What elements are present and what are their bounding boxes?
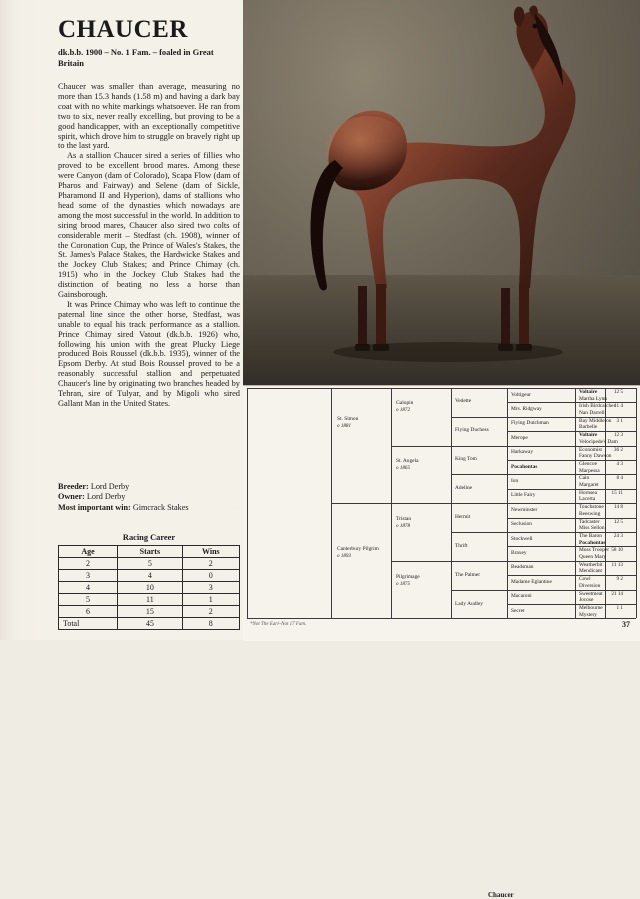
article-paragraph: It was Prince Chimay who was left to continue the paternal line since the other horse, Stedfast, was unable to equal his track performance as a stallion. Prince Chimay sired Vatout (dk.b.b. 1926) who, following his union with the great Plucky Liege produced Bois Roussel (dk.b.b. 1935), winner of the Epsom Derby. At stud Bois Roussel proved to be a reasonably successful stallion and perpetuated Chaucer's line by originating two branches headed by Tehran, sire of Tulyar, and by Migoli who sired Gallant Man in the United States.: [58, 299, 240, 408]
pedigree-gen5-cell: Bay Middleton Barbelle: [579, 417, 612, 431]
most-important-win-label: Most important win:: [58, 502, 131, 512]
pedigree-gen4-cell: Flying Dutchman: [511, 420, 549, 427]
pedigree-gen5-cell: Touchstone Beeswing: [579, 504, 604, 517]
table-row: [59, 582, 240, 594]
pedigree-gen3-cell: King Tom: [455, 456, 477, 462]
pedigree-family-numbers: 15 11: [611, 489, 623, 496]
cell-wins: 2: [182, 606, 239, 618]
cell-age: 3: [59, 570, 118, 582]
pedigree-gen5-cell: Moss Trooper Queen Mary: [579, 547, 610, 560]
racing-career-table: [58, 545, 240, 630]
pedigree-gen4-cell: Ion: [511, 478, 519, 484]
column-header-wins: Wins: [182, 546, 239, 558]
cell-total-wins: 8: [182, 618, 239, 630]
pedigree-gen5-cell: Melbourne Mystery: [579, 605, 603, 618]
cell-starts: 11: [118, 594, 183, 606]
owner-value: Lord Derby: [86, 492, 126, 502]
pedigree-family-numbers: 12 3: [613, 432, 623, 439]
horse-foreleg: [519, 284, 529, 346]
pedigree-gen3-cell: Hermit: [455, 514, 471, 520]
pedigree-gen3-cell: Thrift: [455, 543, 468, 549]
pedigree-gen5-cell: Economist Fanny Dawson: [579, 446, 612, 460]
table-row: [59, 558, 240, 570]
pedigree-gen2-cell: Galopin o 1872: [396, 400, 414, 413]
cell-total-starts: 45: [118, 618, 183, 630]
pedigree-gen5-cell: Weatherbit Mendicant: [579, 561, 603, 575]
owner-label: Owner:: [58, 492, 85, 502]
most-important-win-value: Gimcrack Stakes: [132, 502, 189, 512]
pedigree-family-numbers: 24 3: [613, 533, 623, 539]
pedigree-gen5-cell: Glencoe Marpessa: [579, 461, 600, 474]
pedigree-family-numbers: 58 10: [611, 547, 623, 554]
article-paragraph: As a stallion Chaucer sired a series of fillies who proved to be excellent brood mares. Among these were Canyon (dam of Colorado), Scapa Flow (dam of Pharos and Fairway) and Selene (dam of Sickle, Pharamond II and Hyperion), dams of stallions who head some of the dynasties which nowadays are among the most successful in the world. In addition to siring brood mares, Chaucer also sired two colts of considerable merit – Stedfast (ch. 1908), winner of the Coronation Cup, the Prince of Wales's Stakes, the St. James's Palace Stakes, the Hardwicke Stakes and the Jockey Club Stakes; and Prince Chimay (ch. 1915) who in the Jockey Club Stakes had the distinction of beating no less a horse than Gainsborough.: [58, 151, 240, 300]
pedigree-family-numbers: 21 14: [611, 590, 623, 597]
horse-highlight: [326, 116, 410, 184]
pedigree-family-numbers: 11 4: [614, 403, 623, 410]
pedigree-gen4-cell: Seclusion: [511, 521, 532, 528]
pedigree-gen5-cell: Tadcaster Miss Sellon: [579, 518, 605, 532]
pedigree-gen3-cell: Vedette: [455, 398, 472, 404]
pedigree-family-numbers: 36 2: [613, 446, 623, 453]
pedigree-gen3-cell: The Palmer: [455, 572, 480, 578]
pedigree-family-numbers: 1 1: [616, 605, 623, 611]
pedigree-family-numbers: 12 5: [613, 389, 623, 395]
pedigree-gen5-cell: Voltaire Velocipede's Dam: [579, 432, 618, 445]
table-header-row: [59, 546, 240, 558]
pedigree-gen4-cell: Merope: [511, 434, 528, 441]
pedigree-gen4-cell: Beadsman: [511, 564, 534, 571]
pedigree-gen1-sire: St. Simon o 1881: [337, 416, 359, 429]
table-row: [59, 570, 240, 582]
pedigree-footnote: *Not The Earl–Not 17 Fam.: [250, 622, 307, 627]
pedigree-family-numbers: 11 13: [611, 561, 623, 568]
racing-career-caption: Racing Career: [122, 533, 176, 542]
pedigree-gen2-cell: Pilgrimage o 1875: [396, 574, 420, 587]
column-header-starts: Starts: [118, 546, 183, 558]
pedigree-family-numbers: 3 1: [616, 417, 623, 424]
pedigree-gen4-cell: Newminster: [511, 506, 538, 513]
horse-photograph: [243, 0, 640, 385]
table-row: [59, 606, 240, 618]
horse-hindleg: [376, 284, 386, 346]
cell-starts: 15: [118, 606, 183, 618]
article-body: [58, 82, 240, 409]
pedigree-gen5-cell: The Baron Pocahontas: [579, 533, 606, 546]
cell-wins: 2: [182, 558, 239, 570]
cell-wins: 3: [182, 582, 239, 594]
cell-starts: 4: [118, 570, 183, 582]
breeder-value: Lord Derby: [90, 482, 130, 491]
cell-starts: 5: [118, 558, 183, 570]
pedigree-gen4-cell: Pocahontas: [511, 463, 538, 470]
pedigree-gen2-cell: Tristan o 1878: [396, 516, 412, 529]
pedigree-family-numbers: 14 8: [613, 504, 623, 511]
pedigree-gen5-cell: Cowl Diversion: [579, 576, 601, 589]
pedigree-gen4-cell: Macaroni: [511, 593, 532, 600]
pedigree-gen1-dam: Canterbury Pilgrim o 1893: [337, 546, 379, 559]
cell-age: 5: [59, 594, 118, 606]
pedigree-gen5-cell: Cain Margaret: [579, 475, 599, 488]
cell-total-label: Total: [59, 618, 118, 630]
horse-illustration: [243, 0, 640, 385]
horse-hindleg: [358, 286, 367, 346]
pedigree-family-numbers: 4 3: [616, 461, 623, 467]
cell-age: 2: [59, 558, 118, 570]
cell-starts: 10: [118, 582, 183, 594]
pedigree-subject: Chaucer: [488, 891, 514, 899]
cell-wins: 0: [182, 570, 239, 582]
pedigree-family-numbers: 12 5: [613, 518, 623, 525]
horse-shadow: [333, 342, 563, 362]
pedigree-gen3-cell: Adeline: [455, 485, 473, 491]
pedigree-chart: [243, 385, 640, 899]
pedigree-gen3-cell: Lady Audley: [455, 601, 483, 607]
details-block: [58, 482, 240, 513]
horse-foreleg: [501, 288, 510, 346]
pedigree-gen4-cell: Little Fairy: [511, 492, 536, 499]
page-title: CHAUCER: [58, 16, 188, 43]
pedigree-gen4-cell: Braxey: [511, 550, 527, 556]
pedigree-gen5-cell: Hornsea Lacerta: [579, 489, 597, 503]
pedigree-family-numbers: 8 4: [616, 475, 623, 482]
pedigree-gen5-cell: Voltaire Martha Lynn: [579, 389, 607, 402]
table-row-total: [59, 618, 240, 630]
page-subtitle: dk.b.b. 1900 – No. 1 Fam. – foaled in Great Britain: [58, 47, 214, 68]
page-number: 37: [622, 620, 630, 629]
pedigree-gen5-cell: Sweetmeat Jocose: [579, 590, 603, 604]
pedigree-gen4-cell: Mrs. Ridgway: [511, 406, 542, 412]
pedigree-gen4-cell: Madame Eglantine: [511, 578, 552, 585]
pedigree-gen4-cell: Stockwell: [511, 535, 533, 542]
pedigree-gen5-cell: Irish Birdcatcher Nan Darrell: [579, 403, 616, 416]
article-paragraph: Chaucer was smaller than average, measuring no more than 15.3 hands (1.58 m) and having a dark bay coat with no white markings whatsoever. He ran from two to six, never really excelling, but proving to be a good handicapper, with an exceptionally competitive spirit, which drove him to struggle on bravely right up to the last yard.: [58, 82, 240, 151]
pedigree-family-numbers: 9 2: [616, 576, 623, 583]
pedigree-gen4-cell: Secret: [511, 607, 525, 614]
cell-age: 4: [59, 582, 118, 594]
pedigree-gen2-cell: St. Angela o 1865: [396, 458, 419, 471]
cell-wins: 1: [182, 594, 239, 606]
pedigree-gen4-cell: Voltigeur: [511, 391, 531, 398]
pedigree-gen3-cell: Flying Duchess: [455, 427, 489, 433]
cell-age: 6: [59, 606, 118, 618]
table-row: [59, 594, 240, 606]
column-header-age: Age: [59, 546, 118, 558]
pedigree-gen4-cell: Harkaway: [511, 449, 534, 456]
breeder-label: Breeder:: [58, 482, 89, 491]
